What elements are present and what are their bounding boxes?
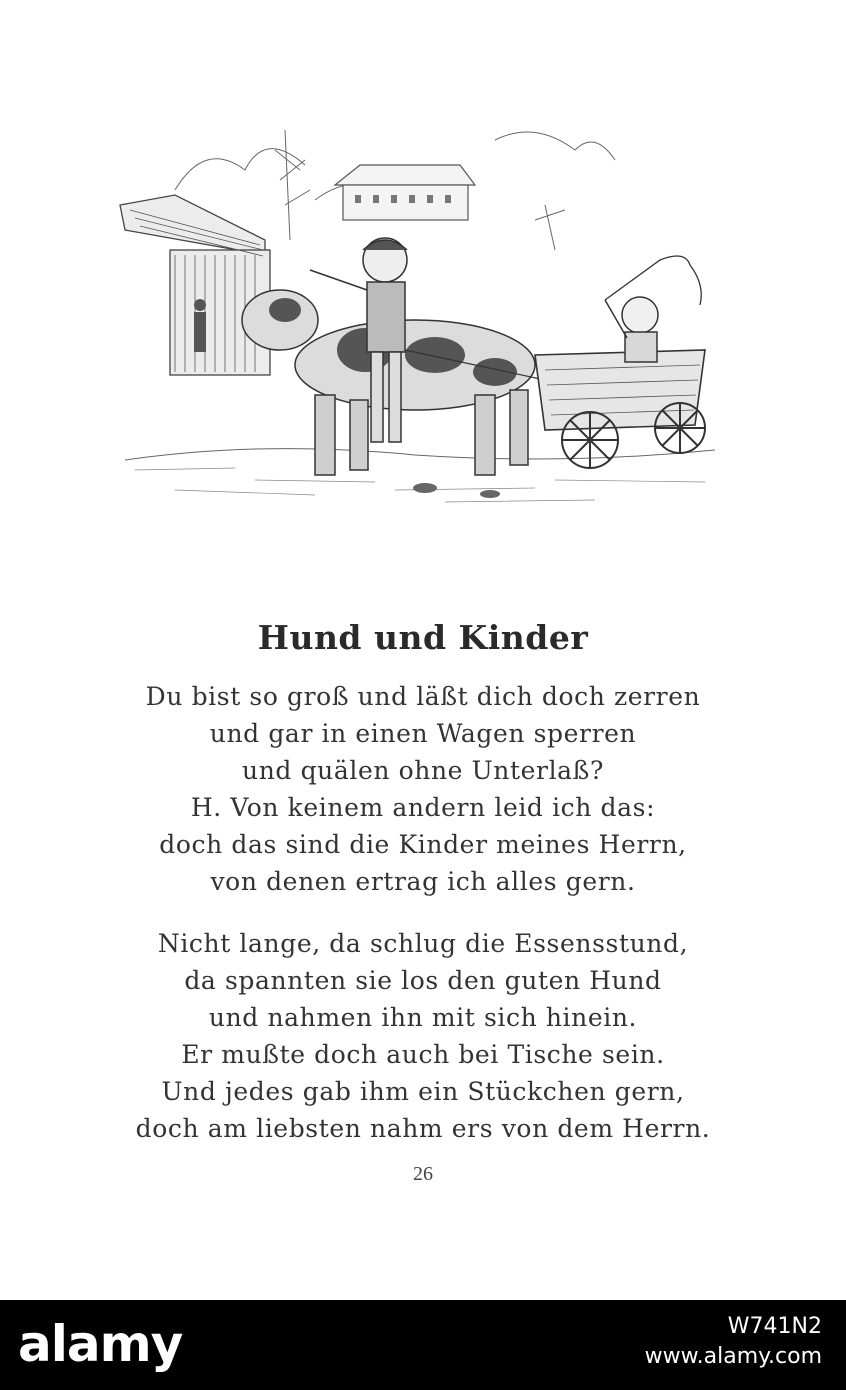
watermark-banner (0, 1300, 846, 1390)
image-id-block (645, 1312, 822, 1372)
poem-title: Hund und Kinder (257, 618, 589, 657)
stanza-2 (0, 925, 846, 1147)
page-number: 26 (413, 1163, 433, 1185)
verse-line: Nicht lange, da schlug die Essensstund, (157, 929, 689, 958)
verse-line: Du bist so groß und läßt dich doch zerren (145, 682, 701, 711)
verse-line: und nahmen ihn mit sich hinein. (208, 1003, 638, 1032)
verse-line: H. Von keinem andern leid ich das: (190, 793, 656, 822)
stanza-1 (0, 678, 846, 900)
verse-line: und quälen ohne Unterlaß? (242, 756, 604, 785)
verse-line: da spannten sie los den guten Hund (184, 966, 662, 995)
verse-line: und gar in einen Wagen sperren (209, 719, 637, 748)
engraving-illustration (115, 110, 725, 530)
verse-line: von denen ertrag ich alles gern. (210, 867, 636, 896)
image-code: W741N2 (727, 1314, 822, 1339)
verse-line: doch am liebsten nahm ers von dem Herrn. (135, 1114, 711, 1143)
verse-line: Er mußte doch auch bei Tische sein. (181, 1040, 665, 1069)
verse-line: doch das sind die Kinder meines Herrn, (159, 830, 687, 859)
verse-line: Und jedes gab ihm ein Stückchen gern, (161, 1077, 685, 1106)
watermark-url: www.alamy.com (644, 1344, 822, 1369)
dog-cart-engraving (115, 110, 725, 530)
alamy-logo: alamy (18, 1315, 183, 1373)
